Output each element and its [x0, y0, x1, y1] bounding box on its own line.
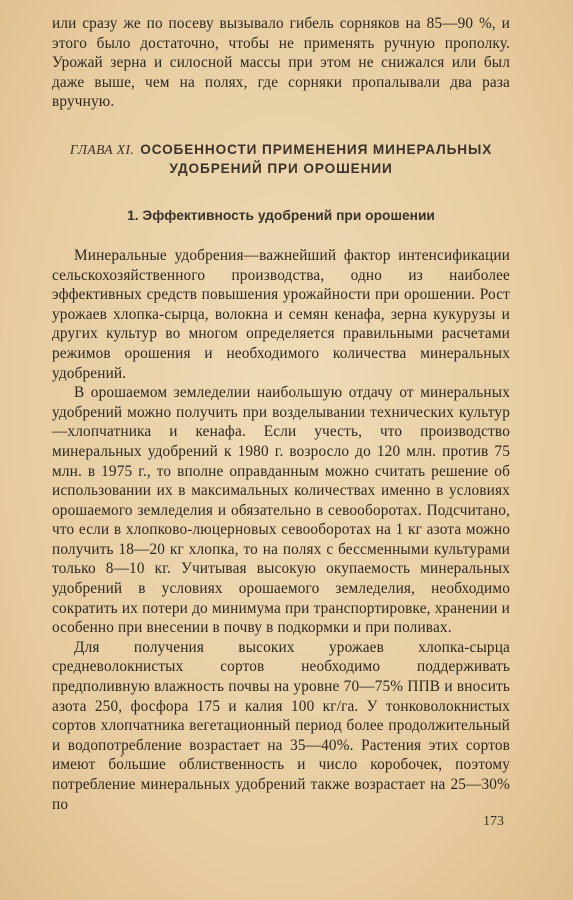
chapter-title-line-1: ОСОБЕННОСТИ ПРИМЕНЕНИЯ МИНЕРАЛЬНЫХ — [140, 141, 493, 157]
section-heading: 1. Эффективность удобрений при орошении — [127, 207, 435, 223]
intro-paragraph: или сразу же по посеву вызывало гибель сорняков на 85—90 %, и этого было достаточно, чтобы не применять ручную прополку. Урожай зерна и силосной массы при этом не снижался или был даже выше, чем на полях, где сорняки пропалывали два раза вручную. — [52, 15, 510, 111]
chapter-title-line-2: УДОБРЕНИЙ ПРИ ОРОШЕНИИ — [169, 160, 393, 176]
page-number: 173 — [483, 814, 504, 829]
chapter-heading — [52, 140, 510, 178]
paragraph-2: В орошаемом земледелии наибольшую отдачу от минеральных удобрений можно получить при возделывании технических культур—хлопчатника и кенафа. Если учесть, что производство минеральных удобрений к 1980 г. возросло до 120 млн. против 75 млн. в 1975 г., то вполне оправданным можно считать решение об использовании их в максимальных количествах именно в условиях орошаемого земледелия и обязательно в севооборотах. Подсчитано, что если в хлопково-люцерновых севооборотах на 1 кг азота можно получить 18—20 кг хлопка, то на полях с бессменными культурами только 8—10 кг. Учитывая высокую окупаемость минеральных удобрений в условиях орошаемого земледелия, необходимо сократить их потери до минимума при транспортировке, хранении и особенно при внесении в почву в подкормки и при поливах. — [52, 384, 510, 637]
paragraph-1: Минеральные удобрения—важнейший фактор интенсификации сельскохозяйственного производства, одно из наиболее эффективных средств повышения урожайности при орошении. Рост урожаев хлопка-сырца, волокна и семян кенафа, зерна кукурузы и других культур во многом определяется правильными расчетами режимов орошения и необходимого количества минеральных удобрений. — [52, 246, 510, 382]
paragraph-3: Для получения высоких урожаев хлопка-сырца средневолокнистых сортов необходимо поддерживать предполивную влажность почвы на уровне 70—75% ППВ и вносить азота 250, фосфора 175 и калия 100 кг/га. У тонковолокнистых сортов хлопчатника вегетационный период более продолжительный и водопотребление возрастает на 35—40%. Растения этих сортов имеют бо́льшие облиственность и число коробочек, поэтому потребление минеральных удобрений также возрастает на 25—30% по — [52, 638, 510, 813]
book-page — [52, 14, 510, 886]
chapter-label: ГЛАВА XI. — [69, 141, 135, 157]
